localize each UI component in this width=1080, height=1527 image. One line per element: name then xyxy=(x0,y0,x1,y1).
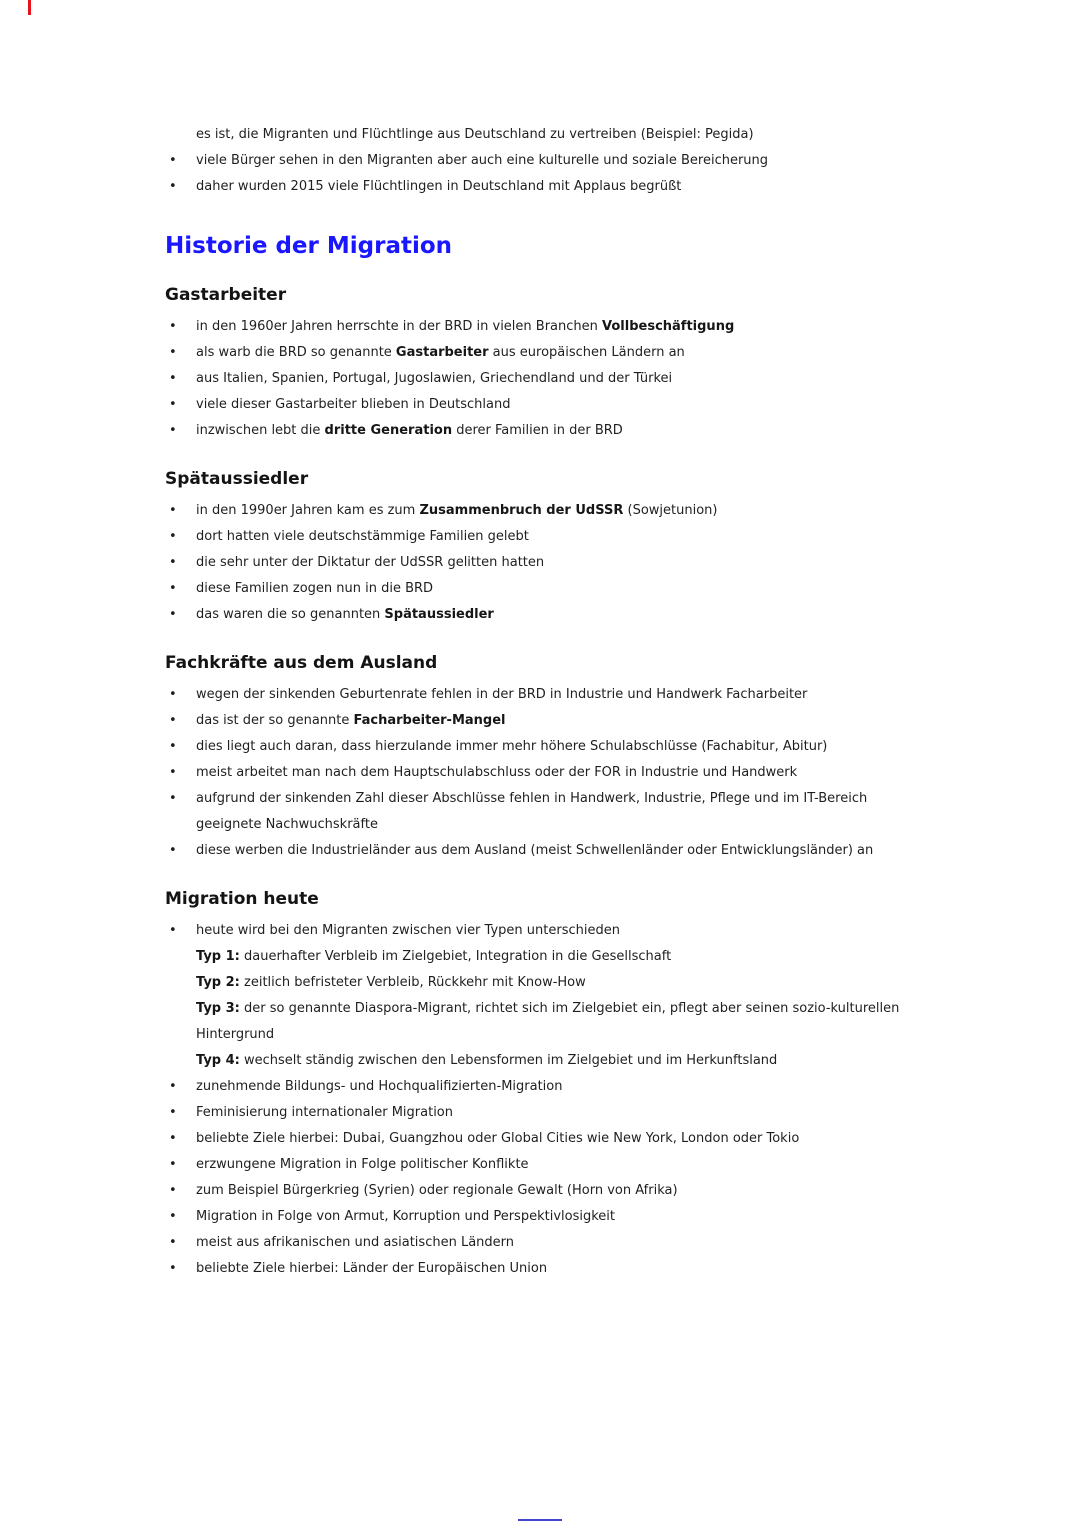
page-edge-red-mark xyxy=(28,0,31,15)
list-item xyxy=(165,1074,920,1100)
bullet-icon: • xyxy=(169,1183,177,1198)
item-text: als warb die BRD so genannte Gastarbeiter aus europäischen Ländern an xyxy=(196,345,685,360)
list-item xyxy=(165,498,920,524)
list-item xyxy=(165,918,920,944)
item-text: aus Italien, Spanien, Portugal, Jugoslawien, Griechendland und der Türkei xyxy=(196,371,673,386)
bullet-icon: • xyxy=(169,529,177,544)
section-list xyxy=(165,918,920,1282)
list-item xyxy=(165,786,920,838)
bullet-icon: • xyxy=(169,1105,177,1120)
bullet-icon: • xyxy=(169,923,177,938)
item-text: Migration in Folge von Armut, Korruption und Perspektivlosigkeit xyxy=(196,1209,615,1224)
main-heading: Historie der Migration xyxy=(165,233,453,259)
list-item xyxy=(165,366,920,392)
list-item xyxy=(165,1256,920,1282)
item-text: inzwischen lebt die dritte Generation derer Familien in der BRD xyxy=(196,423,623,438)
list-item xyxy=(165,1178,920,1204)
text-line xyxy=(165,122,920,148)
list-item xyxy=(165,418,920,444)
list-item xyxy=(165,1152,920,1178)
text-line xyxy=(165,1048,920,1074)
bullet-icon: • xyxy=(169,503,177,518)
text-line xyxy=(165,970,920,996)
item-text: Typ 3: der so genannte Diaspora-Migrant, richtet sich im Zielgebiet ein, pflegt aber seinen sozio-kulturellen Hintergrund xyxy=(196,1001,900,1042)
bullet-icon: • xyxy=(169,1131,177,1146)
item-text: diese Familien zogen nun in die BRD xyxy=(196,581,434,596)
bullet-icon: • xyxy=(169,581,177,596)
item-text: aufgrund der sinkenden Zahl dieser Abschlüsse fehlen in Handwerk, Industrie, Pflege und im IT-Bereich geeignete Nachwuchskräfte xyxy=(196,791,868,832)
item-text: das ist der so genannte Facharbeiter-Mangel xyxy=(196,713,506,728)
bullet-icon: • xyxy=(169,791,177,806)
section-heading: Gastarbeiter xyxy=(165,285,287,305)
document-section xyxy=(165,888,920,1282)
bullet-icon: • xyxy=(169,319,177,334)
list-item xyxy=(165,1100,920,1126)
list-item xyxy=(165,1204,920,1230)
bullet-icon: • xyxy=(169,345,177,360)
item-text: meist arbeitet man nach dem Hauptschulabschluss oder der FOR in Industrie und Handwerk xyxy=(196,765,798,780)
list-item xyxy=(165,392,920,418)
sections-container xyxy=(165,284,920,1282)
item-text: dies liegt auch daran, dass hierzulande immer mehr höhere Schulabschlüsse (Fachabitur, Abitur) xyxy=(196,739,828,754)
list-item xyxy=(165,1126,920,1152)
bullet-icon: • xyxy=(169,1235,177,1250)
list-item xyxy=(165,602,920,628)
item-text: viele dieser Gastarbeiter blieben in Deutschland xyxy=(196,397,511,412)
list-item xyxy=(165,314,920,340)
bullet-icon: • xyxy=(169,713,177,728)
section-list xyxy=(165,682,920,864)
list-item xyxy=(165,708,920,734)
bullet-icon: • xyxy=(169,1261,177,1276)
document-section xyxy=(165,468,920,628)
list-item xyxy=(165,340,920,366)
list-item xyxy=(165,148,920,174)
item-text: es ist, die Migranten und Flüchtlinge aus Deutschland zu vertreiben (Beispiel: Pegida) xyxy=(196,127,754,142)
bullet-icon: • xyxy=(169,423,177,438)
item-text: zunehmende Bildungs- und Hochqualifizierten-Migration xyxy=(196,1079,563,1094)
text-line xyxy=(165,996,920,1048)
item-text: meist aus afrikanischen und asiatischen Ländern xyxy=(196,1235,515,1250)
section-heading: Fachkräfte aus dem Ausland xyxy=(165,653,438,673)
list-item xyxy=(165,550,920,576)
item-text: Feminisierung internationaler Migration xyxy=(196,1105,453,1120)
section-heading: Migration heute xyxy=(165,889,319,909)
item-text: heute wird bei den Migranten zwischen vier Typen unterschieden xyxy=(196,923,620,938)
item-text: daher wurden 2015 viele Flüchtlingen in Deutschland mit Applaus begrüßt xyxy=(196,179,682,194)
bullet-icon: • xyxy=(169,607,177,622)
item-text: in den 1990er Jahren kam es zum Zusammenbruch der UdSSR (Sowjetunion) xyxy=(196,503,718,518)
item-text: diese werben die Industrieländer aus dem Ausland (meist Schwellenländer oder Entwicklungsländer) an xyxy=(196,843,874,858)
bullet-icon: • xyxy=(169,1079,177,1094)
bullet-icon: • xyxy=(169,1157,177,1172)
list-item xyxy=(165,524,920,550)
list-item xyxy=(165,1230,920,1256)
list-item xyxy=(165,734,920,760)
intro-list xyxy=(165,122,920,200)
section-list xyxy=(165,498,920,628)
bullet-icon: • xyxy=(169,555,177,570)
bullet-icon: • xyxy=(169,687,177,702)
item-text: wegen der sinkenden Geburtenrate fehlen in der BRD in Industrie und Handwerk Facharbeiter xyxy=(196,687,808,702)
text-line xyxy=(165,944,920,970)
bullet-icon: • xyxy=(169,153,177,168)
bullet-icon: • xyxy=(169,397,177,412)
bullet-icon: • xyxy=(169,371,177,386)
bullet-icon: • xyxy=(169,765,177,780)
item-text: in den 1960er Jahren herrschte in der BRD in vielen Branchen Vollbeschäftigung xyxy=(196,319,735,334)
item-text: beliebte Ziele hierbei: Dubai, Guangzhou oder Global Cities wie New York, London oder Tokio xyxy=(196,1131,800,1146)
list-item xyxy=(165,760,920,786)
item-text: das waren die so genannten Spätaussiedler xyxy=(196,607,494,622)
bullet-icon: • xyxy=(169,1209,177,1224)
footer-link-mark xyxy=(518,1519,562,1521)
bullet-icon: • xyxy=(169,179,177,194)
bullet-icon: • xyxy=(169,739,177,754)
section-heading: Spätaussiedler xyxy=(165,469,309,489)
item-text: Typ 1: dauerhafter Verbleib im Zielgebiet, Integration in die Gesellschaft xyxy=(196,949,672,964)
item-text: erzwungene Migration in Folge politischer Konflikte xyxy=(196,1157,529,1172)
section-list xyxy=(165,314,920,444)
list-item xyxy=(165,838,920,864)
item-text: Typ 2: zeitlich befristeter Verbleib, Rückkehr mit Know-How xyxy=(196,975,586,990)
item-text: zum Beispiel Bürgerkrieg (Syrien) oder regionale Gewalt (Horn von Afrika) xyxy=(196,1183,678,1198)
list-item xyxy=(165,682,920,708)
item-text: die sehr unter der Diktatur der UdSSR gelitten hatten xyxy=(196,555,545,570)
item-text: viele Bürger sehen in den Migranten aber auch eine kulturelle und soziale Bereicherung xyxy=(196,153,769,168)
bullet-icon: • xyxy=(169,843,177,858)
document-section xyxy=(165,652,920,864)
list-item xyxy=(165,576,920,602)
list-item xyxy=(165,174,920,200)
item-text: dort hatten viele deutschstämmige Familien gelebt xyxy=(196,529,529,544)
document-section xyxy=(165,284,920,444)
item-text: Typ 4: wechselt ständig zwischen den Lebensformen im Zielgebiet und im Herkunftsland xyxy=(196,1053,778,1068)
item-text: beliebte Ziele hierbei: Länder der Europäischen Union xyxy=(196,1261,548,1276)
